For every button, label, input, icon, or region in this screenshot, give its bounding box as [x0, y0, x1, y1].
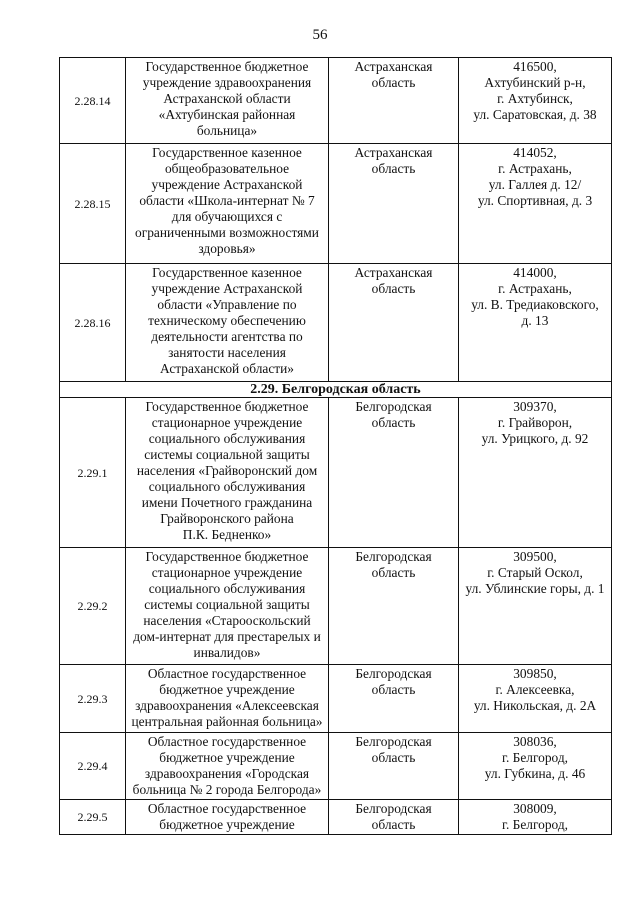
table-row	[60, 665, 612, 733]
address-line: 309370,	[513, 399, 557, 414]
address-line: ул. Спортивная, д. 3	[477, 193, 593, 208]
row-number: 2.28.14	[60, 58, 126, 144]
institution-name-line: Областное государственное	[147, 801, 307, 816]
institution-name-line: П.К. Бедненко»	[182, 527, 272, 542]
region-name-line: Астраханская	[354, 265, 433, 280]
institution-name-line: техническому обеспечению	[148, 313, 306, 328]
table-row	[60, 144, 612, 264]
institution-name-line: Грайворонского района	[160, 511, 294, 526]
institution-name-line: имени Почетного гражданина	[141, 495, 313, 510]
institution-name-line: системы социальной защиты	[144, 597, 310, 612]
institution-name-line: больница»	[196, 123, 258, 138]
institution-name-line: учреждение Астраханской	[151, 177, 303, 192]
region-name-cell	[329, 733, 459, 800]
address-cell	[459, 548, 612, 665]
row-number: 2.29.3	[60, 665, 126, 733]
institution-name-line: Государственное казенное	[152, 265, 302, 280]
institution-name-line: населения «Старооскольский	[143, 613, 311, 628]
address-cell	[459, 398, 612, 548]
address-cell	[459, 264, 612, 382]
institution-name-line: стационарное учреждение	[151, 565, 303, 580]
region-name-line: область	[371, 682, 416, 697]
region-name-line: область	[371, 161, 416, 176]
region-name-cell	[329, 800, 459, 835]
institution-name-line: больница № 2 города Белгорода»	[132, 782, 322, 797]
institution-name-line: бюджетное учреждение	[159, 817, 295, 832]
institution-name-cell	[126, 264, 329, 382]
region-name-line: область	[371, 750, 416, 765]
row-number: 2.29.1	[60, 398, 126, 548]
region-name-line: область	[371, 415, 416, 430]
address-line: д. 13	[521, 313, 549, 328]
institution-name-cell	[126, 58, 329, 144]
table-row	[60, 733, 612, 800]
address-line: 414052,	[513, 145, 557, 160]
institution-name-cell	[126, 144, 329, 264]
address-line: Ахтубинский р-н,	[484, 75, 586, 90]
institution-name-line: здравоохранения «Городская	[144, 766, 310, 781]
institution-name-cell	[126, 398, 329, 548]
address-line: г. Ахтубинск,	[497, 91, 573, 106]
table-row	[60, 398, 612, 548]
institution-name-cell	[126, 733, 329, 800]
address-cell	[459, 58, 612, 144]
address-line: г. Астрахань,	[498, 161, 572, 176]
institution-name-line: Государственное бюджетное	[145, 399, 309, 414]
address-cell	[459, 144, 612, 264]
address-line: 416500,	[513, 59, 557, 74]
institution-name-line: бюджетное учреждение	[159, 750, 295, 765]
address-line: 308036,	[513, 734, 557, 749]
address-line: 308009,	[513, 801, 557, 816]
institution-name-cell	[126, 548, 329, 665]
region-name-line: Астраханская	[354, 145, 433, 160]
region-name-cell	[329, 144, 459, 264]
institution-name-line: Астраханской области»	[160, 361, 294, 376]
institution-name-cell	[126, 800, 329, 835]
institution-name-line: ограниченными возможностями	[135, 225, 319, 240]
institution-name-line: стационарное учреждение	[151, 415, 303, 430]
table-row	[60, 264, 612, 382]
institution-name-line: Государственное бюджетное	[145, 549, 309, 564]
table-row	[60, 58, 612, 144]
institution-name-line: «Ахтубинская районная	[158, 107, 296, 122]
region-name-line: Белгородская	[355, 801, 432, 816]
region-name-line: область	[371, 281, 416, 296]
institution-name-line: здоровья»	[198, 241, 256, 256]
address-line: 309850,	[513, 666, 557, 681]
institution-name-line: Астраханской области	[163, 91, 291, 106]
institution-name-line: Областное государственное	[147, 666, 307, 681]
region-name-cell	[329, 264, 459, 382]
region-name-line: Белгородская	[355, 549, 432, 564]
institution-name-line: учреждение здравоохранения	[142, 75, 312, 90]
institution-name-line: здравоохранения «Алексеевская	[135, 698, 319, 713]
table-row	[60, 548, 612, 665]
region-name-line: область	[371, 75, 416, 90]
address-line: г. Алексеевка,	[495, 682, 575, 697]
address-line: г. Белгород,	[501, 817, 568, 832]
institution-name-line: социального обслуживания	[148, 479, 306, 494]
address-line: ул. Галлея д. 12/	[488, 177, 582, 192]
region-name-cell	[329, 398, 459, 548]
institution-name-cell	[126, 665, 329, 733]
address-cell	[459, 800, 612, 835]
institution-name-line: учреждение Астраханской	[151, 281, 303, 296]
region-name-line: область	[371, 565, 416, 580]
table-body	[60, 58, 612, 835]
region-name-cell	[329, 665, 459, 733]
section-title: 2.29. Белгородская область	[60, 382, 612, 398]
institution-name-line: социального обслуживания	[148, 581, 306, 596]
address-line: г. Астрахань,	[498, 281, 572, 296]
region-name-cell	[329, 58, 459, 144]
row-number: 2.29.5	[60, 800, 126, 835]
row-number: 2.28.15	[60, 144, 126, 264]
address-line: 309500,	[513, 549, 557, 564]
address-line: ул. Никольская, д. 2А	[473, 698, 597, 713]
row-number: 2.28.16	[60, 264, 126, 382]
row-number: 2.29.4	[60, 733, 126, 800]
region-name-line: Белгородская	[355, 666, 432, 681]
institution-name-line: населения «Грайворонский дом	[136, 463, 318, 478]
address-line: ул. Урицкого, д. 92	[481, 431, 589, 446]
institution-name-line: области «Управление по	[157, 297, 297, 312]
address-line: ул. В. Тредиаковского,	[471, 297, 599, 312]
institution-name-line: бюджетное учреждение	[159, 682, 295, 697]
table-row	[60, 800, 612, 835]
address-line: ул. Ублинские горы, д. 1	[465, 581, 605, 596]
institution-name-line: области «Школа-интернат № 7	[139, 193, 315, 208]
page-number: 56	[312, 27, 328, 43]
institution-name-line: инвалидов»	[193, 645, 261, 660]
address-line: г. Старый Оскол,	[487, 565, 583, 580]
address-line: г. Грайворон,	[497, 415, 573, 430]
address-cell	[459, 733, 612, 800]
address-line: ул. Саратовская, д. 38	[473, 107, 597, 122]
region-name-line: область	[371, 817, 416, 832]
institution-name-line: центральная районная больница»	[131, 714, 323, 729]
institution-name-line: для обучающихся с	[171, 209, 283, 224]
institution-name-line: занятости населения	[168, 345, 286, 360]
row-number: 2.29.2	[60, 548, 126, 665]
institution-name-line: дом-интернат для престарелых и	[133, 629, 321, 644]
address-cell	[459, 665, 612, 733]
address-line: 414000,	[513, 265, 557, 280]
region-name-line: Белгородская	[355, 734, 432, 749]
institutions-table	[59, 57, 612, 835]
address-line: ул. Губкина, д. 46	[484, 766, 586, 781]
institution-name-line: социального обслуживания	[148, 431, 306, 446]
region-name-cell	[329, 548, 459, 665]
institution-name-line: Областное государственное	[147, 734, 307, 749]
section-header-row	[60, 382, 612, 398]
institution-name-line: общеобразовательное	[164, 161, 290, 176]
institution-name-line: Государственное казенное	[152, 145, 302, 160]
institution-name-line: деятельности агентства по	[151, 329, 303, 344]
region-name-line: Астраханская	[354, 59, 433, 74]
region-name-line: Белгородская	[355, 399, 432, 414]
institution-name-line: системы социальной защиты	[144, 447, 310, 462]
address-line: г. Белгород,	[501, 750, 568, 765]
institution-name-line: Государственное бюджетное	[145, 59, 309, 74]
